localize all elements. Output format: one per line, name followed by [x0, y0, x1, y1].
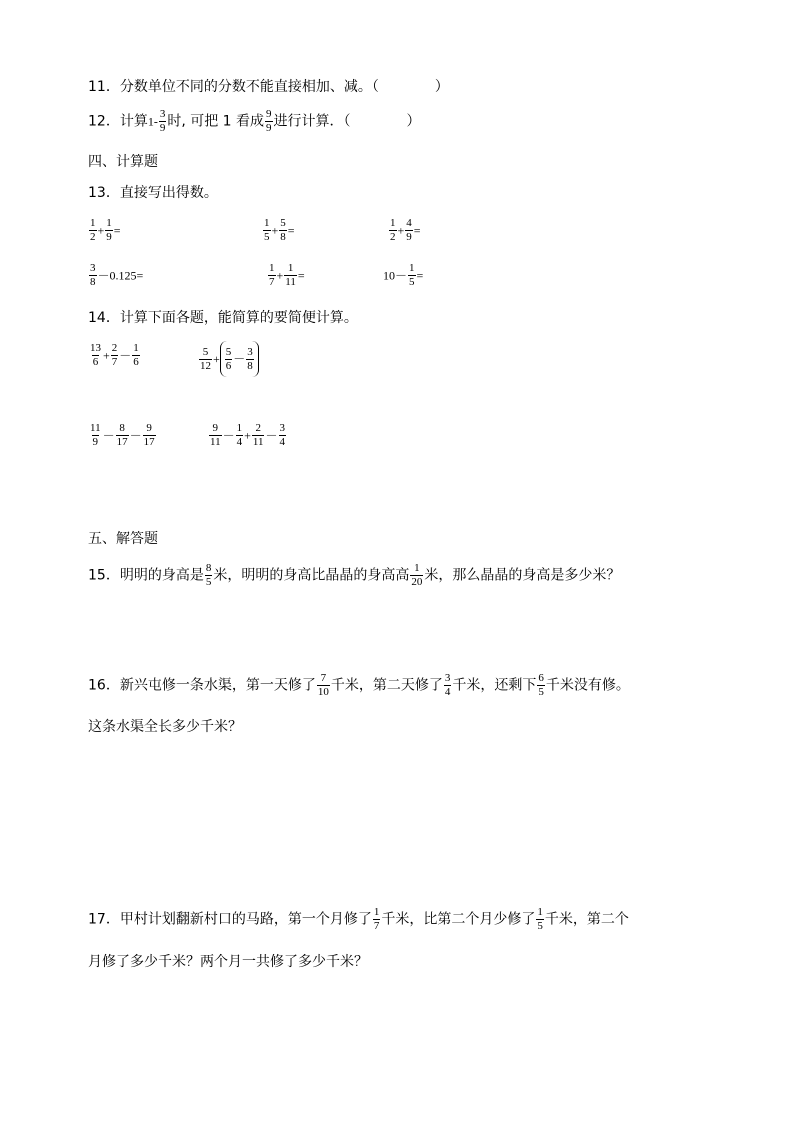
section-title-4: 四、计算题 [88, 154, 158, 170]
question-15: 15．明明的身高是 $\frac{8}{5}$ 米，明明的身高比晶晶的身高高 $\frac{1}{20}$ 米，那么晶晶的身高是多少米？ [88, 562, 621, 588]
q13-item-2: $\frac{1}{5}$ + $\frac{5}{8}$ = [264, 217, 295, 243]
parentheses: $\frac{5}{6}$ － $\frac{3}{8}$ [220, 341, 259, 377]
q13-item-1: $\frac{1}{2}$ + $\frac{1}{9}$ = [90, 217, 121, 243]
section-title-5: 五、解答题 [88, 531, 158, 547]
question-17: 17．甲村计划翻新村口的马路，第一个月修了 $\frac{1}{7}$ 千米，比第二个月少修了 $\frac{1}{5}$ 千米，第二个 [88, 906, 629, 932]
q12-prefix: 12．计算 [88, 113, 148, 130]
q13-item-4: $\frac{3}{8}$ －0.125= [90, 262, 144, 288]
question-14: 14．计算下面各题，能简算的要简便计算。 [88, 310, 358, 326]
q14-expression-4: $\frac{9}{11}$ － $\frac{1}{4}$ + $\frac{2}{11}$ － $\frac{3}{4}$ [210, 422, 285, 448]
q14-expression-1: $\frac{13}{6}$ + $\frac{2}{7}$ － $\frac{1}{6}$ [90, 342, 139, 368]
question-11-text: 11．分数单位不同的分数不能直接相加、减。（ ） [88, 79, 449, 95]
q13-item-6: 10－ $\frac{1}{5}$ = [383, 262, 424, 288]
fraction: $\frac{3}{9}$ [159, 108, 166, 134]
question-13: 13．直接写出得数。 [88, 185, 218, 201]
q13-item-5: $\frac{1}{7}$ + $\frac{1}{11}$ = [269, 262, 305, 288]
fraction: $\frac{9}{9}$ [266, 108, 272, 134]
q13-item-3: $\frac{1}{2}$ + $\frac{4}{9}$ = [390, 217, 421, 243]
q14-expression-3: $\frac{11}{9}$ － $\frac{8}{17}$ － $\frac{9}{17}$ [90, 422, 155, 448]
q14-expression-2: $\frac{5}{12}$ + $\frac{5}{6}$ － $\frac{3}{8}$ [198, 341, 259, 377]
question-17-line-2: 月修了多少千米？两个月一共修了多少千米？ [88, 954, 368, 970]
question-16-line-2: 这条水渠全长多少千米？ [88, 719, 242, 735]
question-11 [88, 80, 449, 94]
question-16: 16．新兴屯修一条水渠，第一天修了 $\frac{7}{10}$ 千米，第二天修了 $\frac{3}{4}$ 千米，还剩下 $\frac{6}{5}$ 千米没有修。 [88, 672, 630, 698]
question-12: 12．计算1- $\frac{3}{9}$ 时, 可把 1 看成 $\frac{9}{9}$ 进行计算．（ ） [88, 108, 421, 134]
